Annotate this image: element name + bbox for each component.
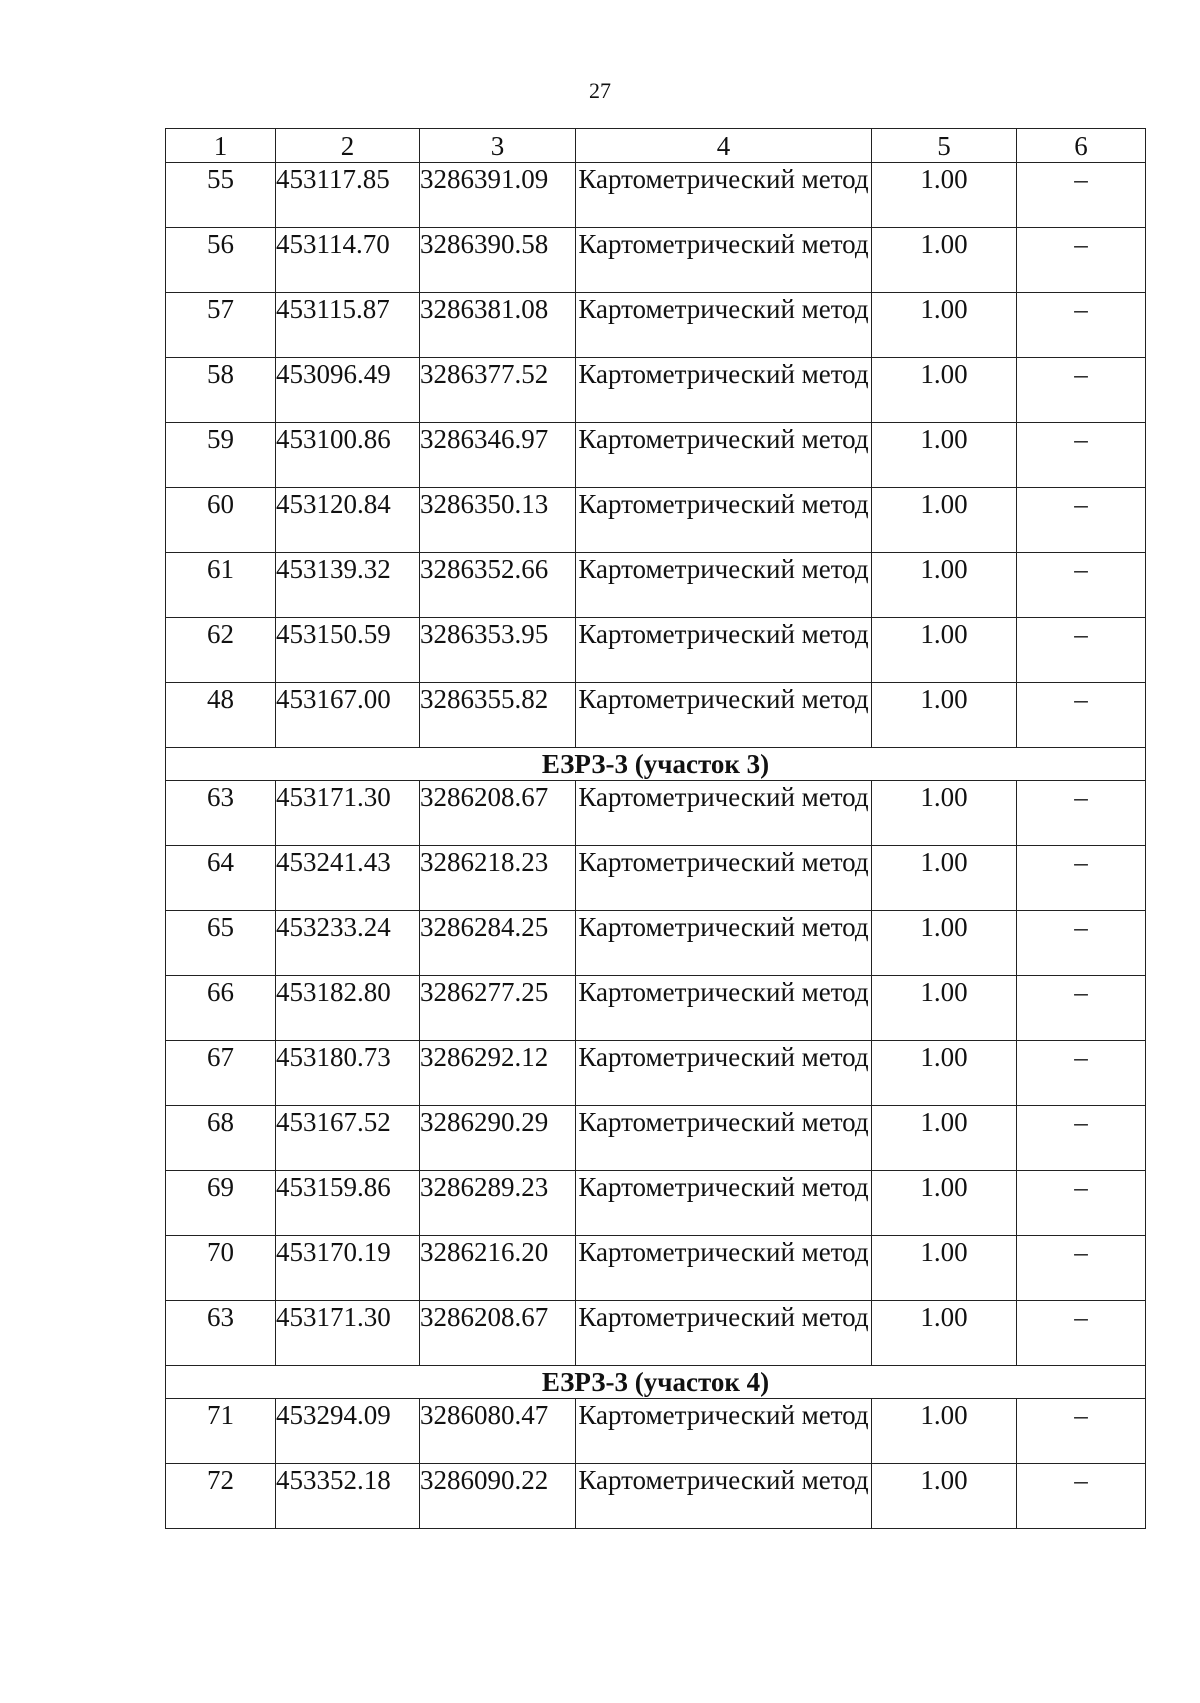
- x-coordinate-cell: 453115.87: [276, 293, 420, 358]
- note-cell: –: [1017, 1399, 1146, 1464]
- header-row: [166, 129, 1146, 163]
- method-cell: Картометрический метод: [576, 1171, 872, 1236]
- x-coordinate-cell: 453117.85: [276, 163, 420, 228]
- method-cell: Картометрический метод: [576, 618, 872, 683]
- y-coordinate-cell: 3286292.12: [420, 1041, 576, 1106]
- table-row: [166, 618, 1146, 683]
- table-row: [166, 683, 1146, 748]
- table-row: [166, 553, 1146, 618]
- accuracy-cell: 1.00: [872, 683, 1017, 748]
- x-coordinate-cell: 453159.86: [276, 1171, 420, 1236]
- section-header-row: [166, 1366, 1146, 1399]
- x-coordinate-cell: 453100.86: [276, 423, 420, 488]
- table-row: [166, 781, 1146, 846]
- table-row: [166, 423, 1146, 488]
- note-cell: –: [1017, 1464, 1146, 1529]
- point-number-cell: 69: [166, 1171, 276, 1236]
- accuracy-cell: 1.00: [872, 553, 1017, 618]
- method-cell: Картометрический метод: [576, 1041, 872, 1106]
- method-cell: Картометрический метод: [576, 846, 872, 911]
- column-header: 5: [872, 129, 1017, 163]
- note-cell: –: [1017, 358, 1146, 423]
- x-coordinate-cell: 453167.52: [276, 1106, 420, 1171]
- point-number-cell: 67: [166, 1041, 276, 1106]
- x-coordinate-cell: 453114.70: [276, 228, 420, 293]
- table-row: [166, 163, 1146, 228]
- point-number-cell: 63: [166, 781, 276, 846]
- point-number-cell: 66: [166, 976, 276, 1041]
- accuracy-cell: 1.00: [872, 423, 1017, 488]
- note-cell: –: [1017, 1301, 1146, 1366]
- y-coordinate-cell: 3286390.58: [420, 228, 576, 293]
- column-header: 3: [420, 129, 576, 163]
- point-number-cell: 55: [166, 163, 276, 228]
- point-number-cell: 65: [166, 911, 276, 976]
- x-coordinate-cell: 453170.19: [276, 1236, 420, 1301]
- note-cell: –: [1017, 1171, 1146, 1236]
- x-coordinate-cell: 453182.80: [276, 976, 420, 1041]
- point-number-cell: 68: [166, 1106, 276, 1171]
- accuracy-cell: 1.00: [872, 618, 1017, 683]
- y-coordinate-cell: 3286277.25: [420, 976, 576, 1041]
- accuracy-cell: 1.00: [872, 228, 1017, 293]
- note-cell: –: [1017, 1236, 1146, 1301]
- accuracy-cell: 1.00: [872, 163, 1017, 228]
- note-cell: –: [1017, 1041, 1146, 1106]
- note-cell: –: [1017, 976, 1146, 1041]
- point-number-cell: 57: [166, 293, 276, 358]
- column-header: 4: [576, 129, 872, 163]
- note-cell: –: [1017, 1106, 1146, 1171]
- accuracy-cell: 1.00: [872, 293, 1017, 358]
- table-row: [166, 293, 1146, 358]
- method-cell: Картометрический метод: [576, 553, 872, 618]
- y-coordinate-cell: 3286353.95: [420, 618, 576, 683]
- accuracy-cell: 1.00: [872, 1236, 1017, 1301]
- column-header: 2: [276, 129, 420, 163]
- x-coordinate-cell: 453139.32: [276, 553, 420, 618]
- accuracy-cell: 1.00: [872, 1041, 1017, 1106]
- section-title: ЕЗРЗ-3 (участок 3): [166, 748, 1146, 781]
- x-coordinate-cell: 453171.30: [276, 1301, 420, 1366]
- method-cell: Картометрический метод: [576, 293, 872, 358]
- method-cell: Картометрический метод: [576, 163, 872, 228]
- accuracy-cell: 1.00: [872, 781, 1017, 846]
- method-cell: Картометрический метод: [576, 228, 872, 293]
- table-row: [166, 1171, 1146, 1236]
- point-number-cell: 59: [166, 423, 276, 488]
- table-row: [166, 358, 1146, 423]
- x-coordinate-cell: 453352.18: [276, 1464, 420, 1529]
- table-row: [166, 1399, 1146, 1464]
- y-coordinate-cell: 3286218.23: [420, 846, 576, 911]
- x-coordinate-cell: 453241.43: [276, 846, 420, 911]
- point-number-cell: 56: [166, 228, 276, 293]
- table-row: [166, 228, 1146, 293]
- method-cell: Картометрический метод: [576, 1106, 872, 1171]
- method-cell: Картометрический метод: [576, 358, 872, 423]
- point-number-cell: 48: [166, 683, 276, 748]
- table-row: [166, 1301, 1146, 1366]
- note-cell: –: [1017, 423, 1146, 488]
- x-coordinate-cell: 453180.73: [276, 1041, 420, 1106]
- y-coordinate-cell: 3286290.29: [420, 1106, 576, 1171]
- method-cell: Картометрический метод: [576, 683, 872, 748]
- method-cell: Картометрический метод: [576, 781, 872, 846]
- y-coordinate-cell: 3286289.23: [420, 1171, 576, 1236]
- point-number-cell: 70: [166, 1236, 276, 1301]
- y-coordinate-cell: 3286391.09: [420, 163, 576, 228]
- x-coordinate-cell: 453294.09: [276, 1399, 420, 1464]
- coordinates-table: [165, 128, 1146, 1529]
- point-number-cell: 64: [166, 846, 276, 911]
- y-coordinate-cell: 3286377.52: [420, 358, 576, 423]
- note-cell: –: [1017, 911, 1146, 976]
- x-coordinate-cell: 453120.84: [276, 488, 420, 553]
- method-cell: Картометрический метод: [576, 976, 872, 1041]
- note-cell: –: [1017, 293, 1146, 358]
- method-cell: Картометрический метод: [576, 423, 872, 488]
- point-number-cell: 60: [166, 488, 276, 553]
- table-row: [166, 1464, 1146, 1529]
- page-number: 27: [589, 78, 611, 103]
- column-header: 6: [1017, 129, 1146, 163]
- note-cell: –: [1017, 553, 1146, 618]
- column-header: 1: [166, 129, 276, 163]
- table-row: [166, 846, 1146, 911]
- method-cell: Картометрический метод: [576, 1399, 872, 1464]
- table-row: [166, 1106, 1146, 1171]
- accuracy-cell: 1.00: [872, 488, 1017, 553]
- note-cell: –: [1017, 683, 1146, 748]
- y-coordinate-cell: 3286090.22: [420, 1464, 576, 1529]
- accuracy-cell: 1.00: [872, 1301, 1017, 1366]
- table-row: [166, 911, 1146, 976]
- table-row: [166, 488, 1146, 553]
- y-coordinate-cell: 3286208.67: [420, 1301, 576, 1366]
- accuracy-cell: 1.00: [872, 358, 1017, 423]
- y-coordinate-cell: 3286284.25: [420, 911, 576, 976]
- point-number-cell: 58: [166, 358, 276, 423]
- accuracy-cell: 1.00: [872, 976, 1017, 1041]
- x-coordinate-cell: 453171.30: [276, 781, 420, 846]
- y-coordinate-cell: 3286352.66: [420, 553, 576, 618]
- note-cell: –: [1017, 846, 1146, 911]
- point-number-cell: 61: [166, 553, 276, 618]
- point-number-cell: 72: [166, 1464, 276, 1529]
- method-cell: Картометрический метод: [576, 911, 872, 976]
- method-cell: Картометрический метод: [576, 488, 872, 553]
- method-cell: Картометрический метод: [576, 1464, 872, 1529]
- point-number-cell: 62: [166, 618, 276, 683]
- y-coordinate-cell: 3286080.47: [420, 1399, 576, 1464]
- x-coordinate-cell: 453167.00: [276, 683, 420, 748]
- note-cell: –: [1017, 163, 1146, 228]
- accuracy-cell: 1.00: [872, 911, 1017, 976]
- accuracy-cell: 1.00: [872, 1171, 1017, 1236]
- y-coordinate-cell: 3286208.67: [420, 781, 576, 846]
- y-coordinate-cell: 3286355.82: [420, 683, 576, 748]
- accuracy-cell: 1.00: [872, 1464, 1017, 1529]
- section-title: ЕЗРЗ-3 (участок 4): [166, 1366, 1146, 1399]
- y-coordinate-cell: 3286216.20: [420, 1236, 576, 1301]
- table-row: [166, 1236, 1146, 1301]
- note-cell: –: [1017, 781, 1146, 846]
- note-cell: –: [1017, 488, 1146, 553]
- table-body: [166, 163, 1146, 1529]
- x-coordinate-cell: 453233.24: [276, 911, 420, 976]
- accuracy-cell: 1.00: [872, 1106, 1017, 1171]
- accuracy-cell: 1.00: [872, 846, 1017, 911]
- section-header-row: [166, 748, 1146, 781]
- x-coordinate-cell: 453096.49: [276, 358, 420, 423]
- note-cell: –: [1017, 228, 1146, 293]
- method-cell: Картометрический метод: [576, 1236, 872, 1301]
- point-number-cell: 63: [166, 1301, 276, 1366]
- y-coordinate-cell: 3286346.97: [420, 423, 576, 488]
- accuracy-cell: 1.00: [872, 1399, 1017, 1464]
- table-row: [166, 1041, 1146, 1106]
- method-cell: Картометрический метод: [576, 1301, 872, 1366]
- table-row: [166, 976, 1146, 1041]
- y-coordinate-cell: 3286381.08: [420, 293, 576, 358]
- table-header: [166, 129, 1146, 163]
- note-cell: –: [1017, 618, 1146, 683]
- point-number-cell: 71: [166, 1399, 276, 1464]
- y-coordinate-cell: 3286350.13: [420, 488, 576, 553]
- x-coordinate-cell: 453150.59: [276, 618, 420, 683]
